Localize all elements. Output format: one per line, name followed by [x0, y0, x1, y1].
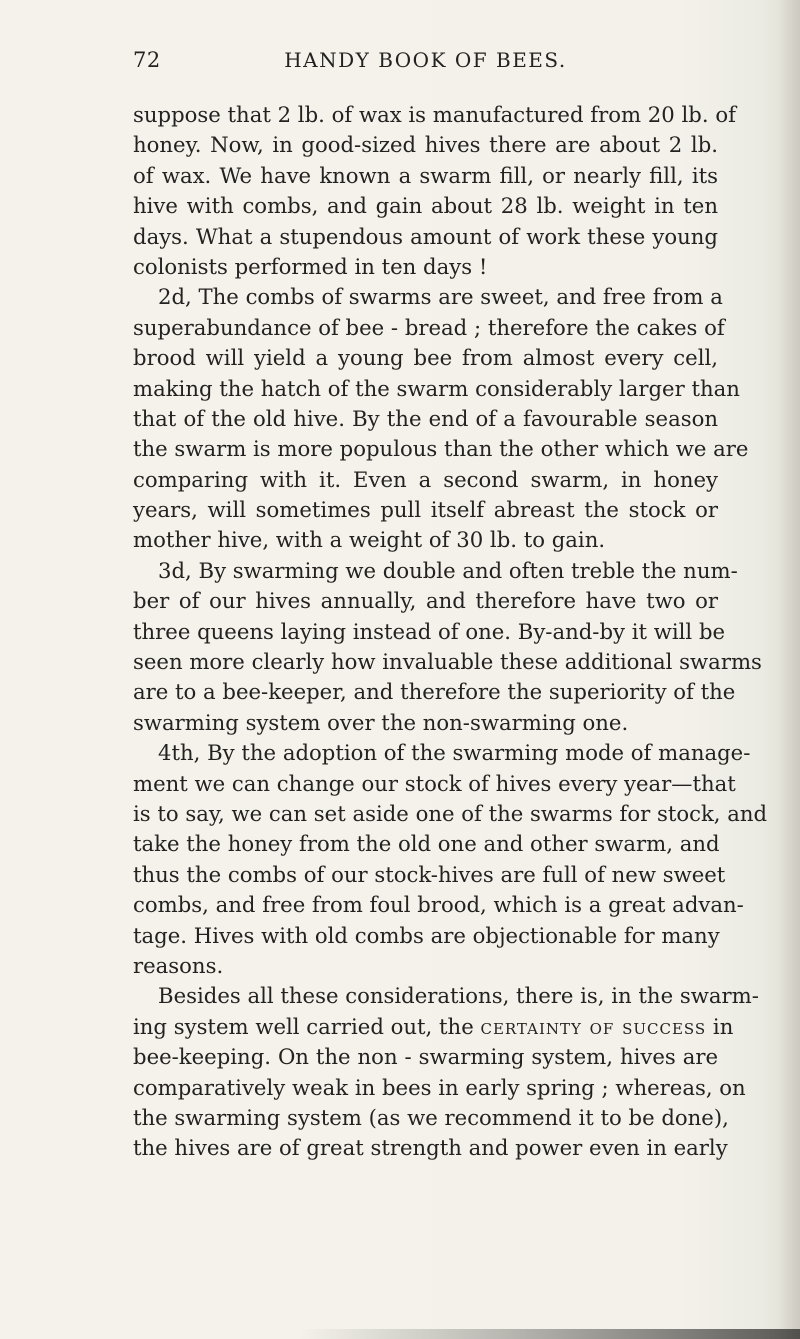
text-line: seen more clearly how invaluable these additional swarms [133, 649, 762, 675]
text-line: superabundance of bee - bread ; therefore the cakes of [133, 314, 725, 340]
page-edge-shadow [778, 0, 800, 1339]
text-line: the swarm is more populous than the other which we are [133, 436, 749, 462]
text-line: colonists performed in ten days ! [133, 253, 488, 279]
running-title: HANDY BOOK OF BEES. [284, 48, 567, 72]
page-bottom-stain [300, 1329, 800, 1339]
text-line: 2d, The combs of swarms are sweet, and free from a [158, 284, 723, 310]
text-line: 3d, By swarming we double and often treble the num- [158, 557, 738, 583]
text-line: suppose that 2 lb. of wax is manufactured from 20 lb. of [133, 102, 736, 127]
text-line: days. What a stupendous amount of work these young [133, 223, 718, 249]
text-line: thus the combs of our stock-hives are full of new sweet [133, 861, 726, 887]
text-line: ber of our hives annually, and therefore have two or [133, 588, 718, 614]
text-line: of wax. We have known a swarm fill, or nearly fill, its [133, 162, 718, 188]
text-line: honey. Now, in good-sized hives there are about 2 lb. [133, 132, 718, 158]
text-line: making the hatch of the swarm considerably larger than [133, 375, 740, 401]
text-line: comparing with it. Even a second swarm, in honey [133, 466, 718, 492]
text-line: mother hive, with a weight of 30 lb. to gain. [133, 527, 606, 553]
text-line: brood will yield a young bee from almost every cell, [133, 345, 718, 371]
text-line: hive with combs, and gain about 28 lb. weight in ten [133, 193, 718, 219]
text-line: 4th, By the adoption of the swarming mode of manage- [158, 740, 751, 766]
text-line: three queens laying instead of one. By-and-by it will be [133, 618, 726, 644]
text-line-with-small-caps [133, 1012, 734, 1042]
text-line: tage. Hives with old combs are objectionable for many [133, 922, 720, 948]
page-header [133, 48, 718, 78]
text-line: take the honey from the old one and other swarm, and [133, 831, 720, 857]
small-caps-phrase: certainty of success [480, 1013, 707, 1039]
text-line: combs, and free from foul brood, which is a great advan- [133, 892, 744, 918]
text-line: Besides all these considerations, there is, in the swarm- [158, 983, 759, 1009]
text-line: the hives are of great strength and power even in early [133, 1135, 728, 1161]
text-fragment: in [706, 1013, 734, 1039]
page-number: 72 [133, 48, 161, 72]
text-line: is to say, we can set aside one of the swarms for stock, and [133, 800, 768, 826]
text-line: the swarming system (as we recommend it to be done), [133, 1104, 729, 1130]
text-line: years, will sometimes pull itself abreast the stock or [133, 497, 718, 523]
body-text [133, 100, 768, 1164]
text-line: bee-keeping. On the non - swarming system, hives are [133, 1044, 718, 1070]
text-line: are to a bee-keeper, and therefore the superiority of the [133, 679, 736, 705]
text-line: reasons. [133, 952, 224, 978]
text-line: swarming system over the non-swarming one. [133, 709, 629, 735]
text-line: that of the old hive. By the end of a favourable season [133, 405, 718, 431]
text-fragment: ing system well carried out, the [133, 1013, 481, 1039]
text-line: comparatively weak in bees in early spring ; whereas, on [133, 1074, 746, 1100]
text-line: ment we can change our stock of hives every year—that [133, 770, 736, 796]
